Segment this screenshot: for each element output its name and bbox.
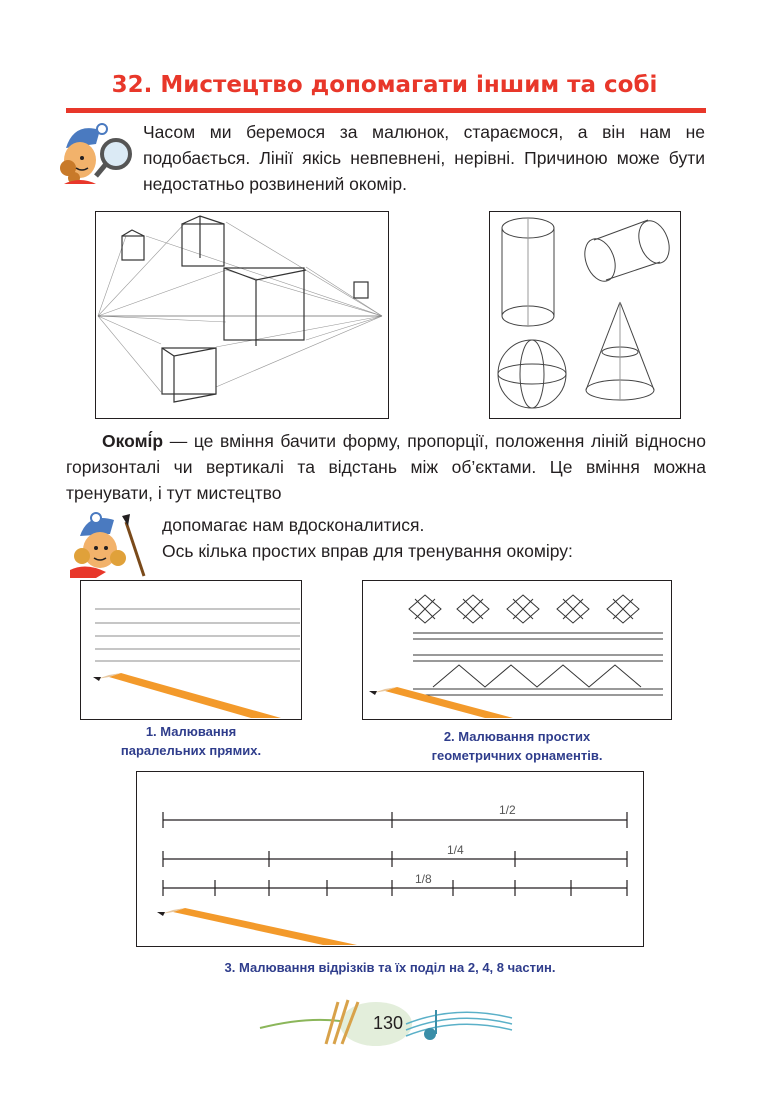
- geometric-solids-image: [489, 211, 681, 419]
- pencil-icon: [93, 673, 281, 718]
- intro-paragraph: Часом ми беремося за малюнок, стараємося, а він нам не подобається. Лінії якісь невпевнені, нерівні. Причиною може бути недостатньо розвинений окомір.: [143, 122, 705, 194]
- fraction-label-quarter: 1/4: [447, 843, 464, 857]
- pencil-icon: [157, 908, 357, 945]
- definition-paragraph: [66, 428, 706, 506]
- painter-character-icon: [66, 512, 156, 578]
- magnifier-character-icon: [56, 118, 140, 188]
- title-underline: [66, 108, 706, 113]
- exercise-1-image: [80, 580, 302, 720]
- exercise-2-caption: 2. Малювання простих геометричних орнаментів.: [431, 729, 603, 763]
- fraction-label-half: 1/2: [499, 803, 516, 817]
- page-title: 32. Мистецтво допомагати іншим та собі: [111, 72, 658, 98]
- definition-text: — це вміння бачити форму, пропорції, положення ліній відносно горизонталі чи вертикалі та відстань між об’єктами. Це вміння можна тренувати, і тут мистецтво: [66, 431, 706, 503]
- fraction-label-eighth: 1/8: [415, 872, 432, 886]
- exercise-2-image: [362, 580, 672, 720]
- page-number: 130: [372, 1013, 404, 1033]
- continuation-line-2: Ось кілька простих вправ для тренування окоміру:: [162, 541, 573, 561]
- exercise-3-image: [136, 771, 644, 947]
- perspective-cubes-image: [95, 211, 389, 419]
- continuation-text: [162, 512, 706, 564]
- definition-term: Окомі́р: [102, 431, 164, 451]
- pencil-icon: [369, 687, 513, 718]
- exercise-1-caption: 1. Малювання паралельних прямих.: [120, 724, 262, 758]
- continuation-line-1: допомагає нам вдосконалитися.: [162, 515, 425, 535]
- exercise-3-caption: 3. Малювання відрізків та їх поділ на 2, 4, 8 частин.: [224, 960, 556, 975]
